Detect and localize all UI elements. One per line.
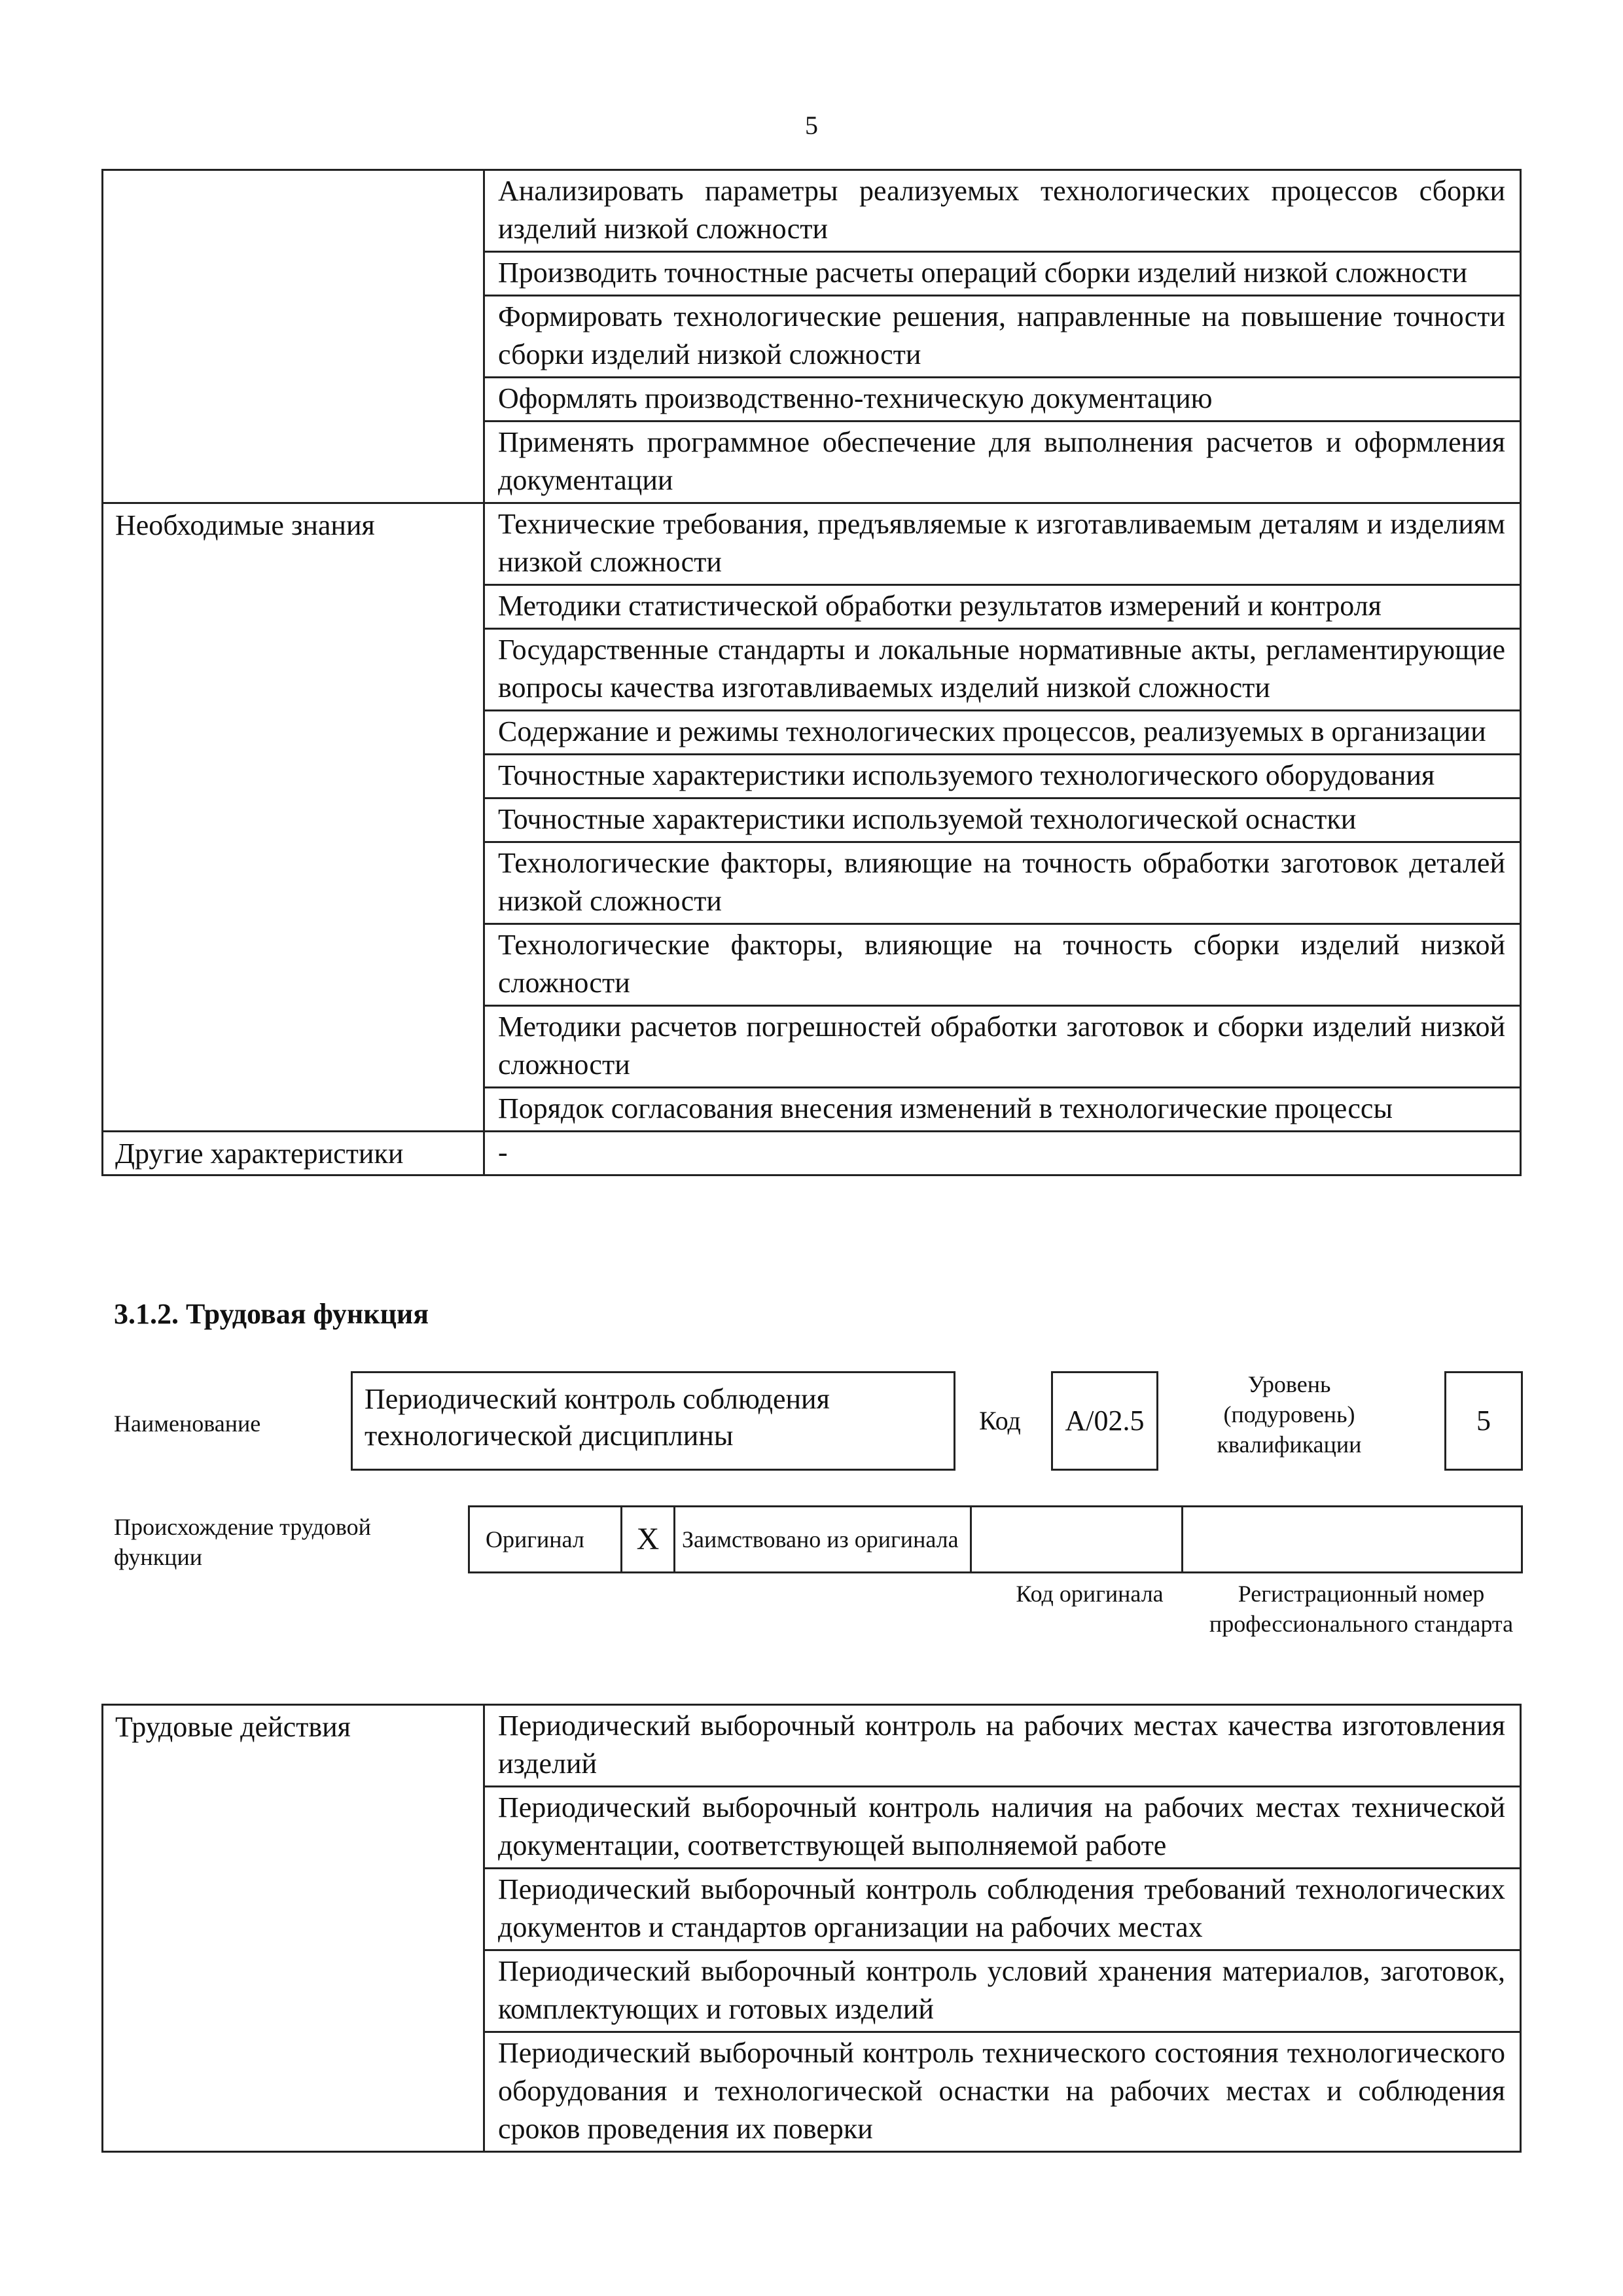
row-text: Формировать технологические решения, направленные на повышение точности сборки изделий низкой сложности <box>484 296 1521 378</box>
original-code-cell <box>971 1507 1183 1573</box>
row-text: Периодический выборочный контроль наличия на рабочих местах технической документации, соответствующей выполняемой работе <box>484 1787 1521 1869</box>
row-text: Периодический выборочный контроль на рабочих местах качества изготовления изделий <box>484 1705 1521 1787</box>
other-characteristics-label: Другие характеристики <box>103 1132 484 1175</box>
code-value-box: A/02.5 <box>1051 1371 1158 1471</box>
row-text: Анализировать параметры реализуемых технологических процессов сборки изделий низкой сложности <box>484 170 1521 252</box>
required-knowledge-label: Необходимые знания <box>103 503 484 1132</box>
table-row <box>103 1132 1521 1175</box>
row-text: Периодический выборочный контроль технического состояния технологического оборудования и технологической оснастки на рабочих местах и соблюдения сроков проведения их поверки <box>484 2032 1521 2152</box>
section-heading: 3.1.2. Трудовая функция <box>114 1298 429 1330</box>
row-text: Порядок согласования внесения изменений в технологические процессы <box>484 1088 1521 1132</box>
row-text: Методики расчетов погрешностей обработки заготовок и сборки изделий низкой сложности <box>484 1006 1521 1088</box>
table-row <box>103 503 1521 585</box>
row-text: Точностные характеристики используемого технологического оборудования <box>484 755 1521 798</box>
row-text: Периодический выборочный контроль соблюдения требований технологических документов и стандартов организации на рабочих местах <box>484 1869 1521 1950</box>
knowledge-skills-table <box>101 169 1522 1176</box>
level-label: Уровень (подуровень) квалификации <box>1217 1371 1362 1458</box>
row-label <box>103 170 484 503</box>
row-text: - <box>484 1132 1521 1175</box>
row-text: Точностные характеристики используемой технологической оснастки <box>484 798 1521 842</box>
row-text: Технологические факторы, влияющие на точность сборки изделий низкой сложности <box>484 924 1521 1006</box>
row-text: Производить точностные расчеты операций сборки изделий низкой сложности <box>484 252 1521 296</box>
page-number: 5 <box>805 111 818 140</box>
original-mark: X <box>622 1507 675 1573</box>
row-text: Содержание и режимы технологических процессов, реализуемых в организации <box>484 711 1521 755</box>
row-text: Периодический выборочный контроль условий хранения материалов, заготовок, комплектующих и готовых изделий <box>484 1950 1521 2032</box>
level-value-box: 5 <box>1444 1371 1523 1471</box>
code-label: Код <box>979 1406 1021 1435</box>
row-text: Применять программное обеспечение для выполнения расчетов и оформления документации <box>484 422 1521 503</box>
table-row <box>469 1507 1522 1573</box>
code-caption: Код оригинала <box>1016 1581 1164 1607</box>
row-text: Методики статистической обработки результатов измерений и контроля <box>484 585 1521 629</box>
row-text: Технологические факторы, влияющие на точность обработки заготовок деталей низкой сложности <box>484 842 1521 924</box>
table-row <box>103 170 1521 252</box>
row-text: Государственные стандарты и локальные нормативные акты, регламентирующие вопросы качества изготавливаемых изделий низкой сложности <box>484 629 1521 711</box>
borrowed-label: Заимствовано из оригинала <box>675 1507 971 1573</box>
origin-table <box>468 1505 1523 1573</box>
origin-label: Происхождение трудовой функции <box>114 1514 371 1570</box>
labor-actions-label: Трудовые действия <box>103 1705 484 2152</box>
name-value-box: Периодический контроль соблюдения технологической дисциплины <box>351 1371 955 1471</box>
row-text: Технические требования, предъявляемые к изготавливаемым деталям и изделиям низкой сложности <box>484 503 1521 585</box>
reg-number-cell <box>1183 1507 1522 1573</box>
reg-caption: Регистрационный номер профессионального стандарта <box>1209 1581 1514 1637</box>
labor-actions-table <box>101 1704 1522 2153</box>
original-label: Оригинал <box>469 1507 622 1573</box>
table-row <box>103 1705 1521 1787</box>
row-text: Оформлять производственно-техническую документацию <box>484 378 1521 422</box>
name-label: Наименование <box>114 1410 261 1437</box>
